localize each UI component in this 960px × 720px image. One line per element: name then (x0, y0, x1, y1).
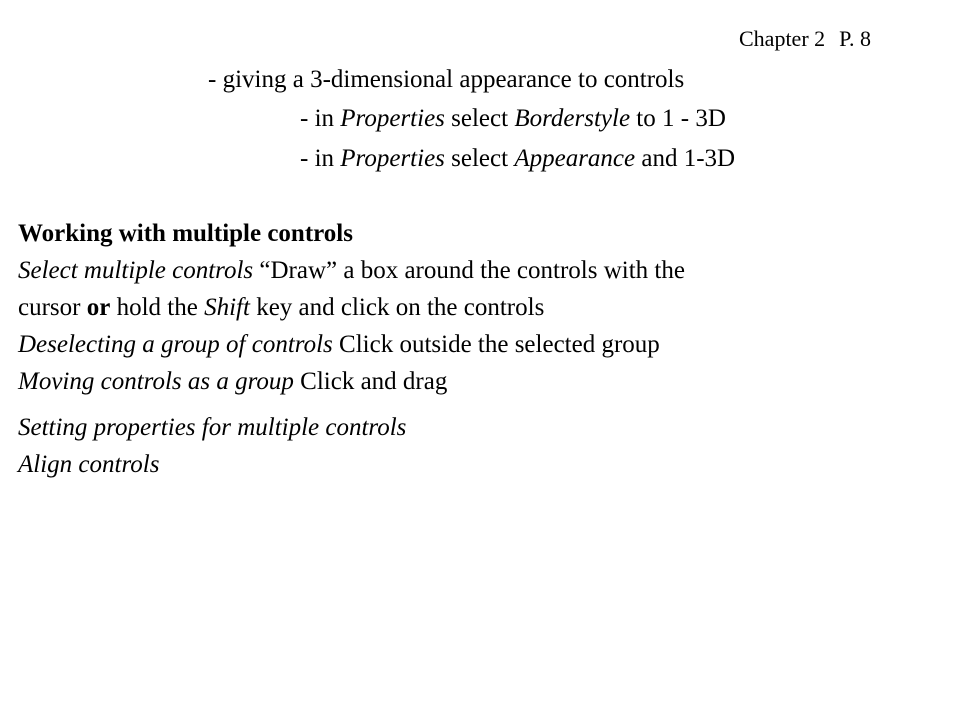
deselect-line: Deselecting a group of controls Click outside the selected group (18, 331, 660, 358)
section-heading: Working with multiple controls (18, 220, 353, 247)
moving-line: Moving controls as a group Click and drag (18, 368, 448, 395)
borderstyle-term: Borderstyle (514, 105, 631, 132)
properties-term: Properties (340, 105, 445, 132)
select-multiple-line-1: Select multiple controls “Draw” a box around the controls with the (18, 257, 685, 284)
three-d-step-borderstyle: - in Properties select Borderstyle to 1 - 3D (300, 105, 726, 132)
deselect-term: Deselecting a group of controls (18, 331, 333, 358)
page-number: P. 8 (839, 26, 871, 51)
moving-term: Moving controls as a group (18, 368, 294, 395)
select-multiple-term: Select multiple controls (18, 257, 254, 284)
setting-properties-line: Setting properties for multiple controls (18, 414, 407, 441)
align-controls-line: Align controls (18, 451, 160, 478)
properties-term: Properties (340, 145, 445, 172)
three-d-intro: - giving a 3-dimensional appearance to controls (208, 66, 685, 93)
chapter-label: Chapter 2 (739, 26, 826, 51)
page-header (739, 28, 871, 50)
three-d-step-appearance: - in Properties select Appearance and 1-3D (300, 145, 736, 172)
or-emphasis: or (86, 294, 111, 321)
appearance-term: Appearance (514, 145, 636, 172)
shift-key-term: Shift (204, 294, 250, 321)
select-multiple-line-2: cursor or hold the Shift key and click on the controls (18, 294, 545, 321)
